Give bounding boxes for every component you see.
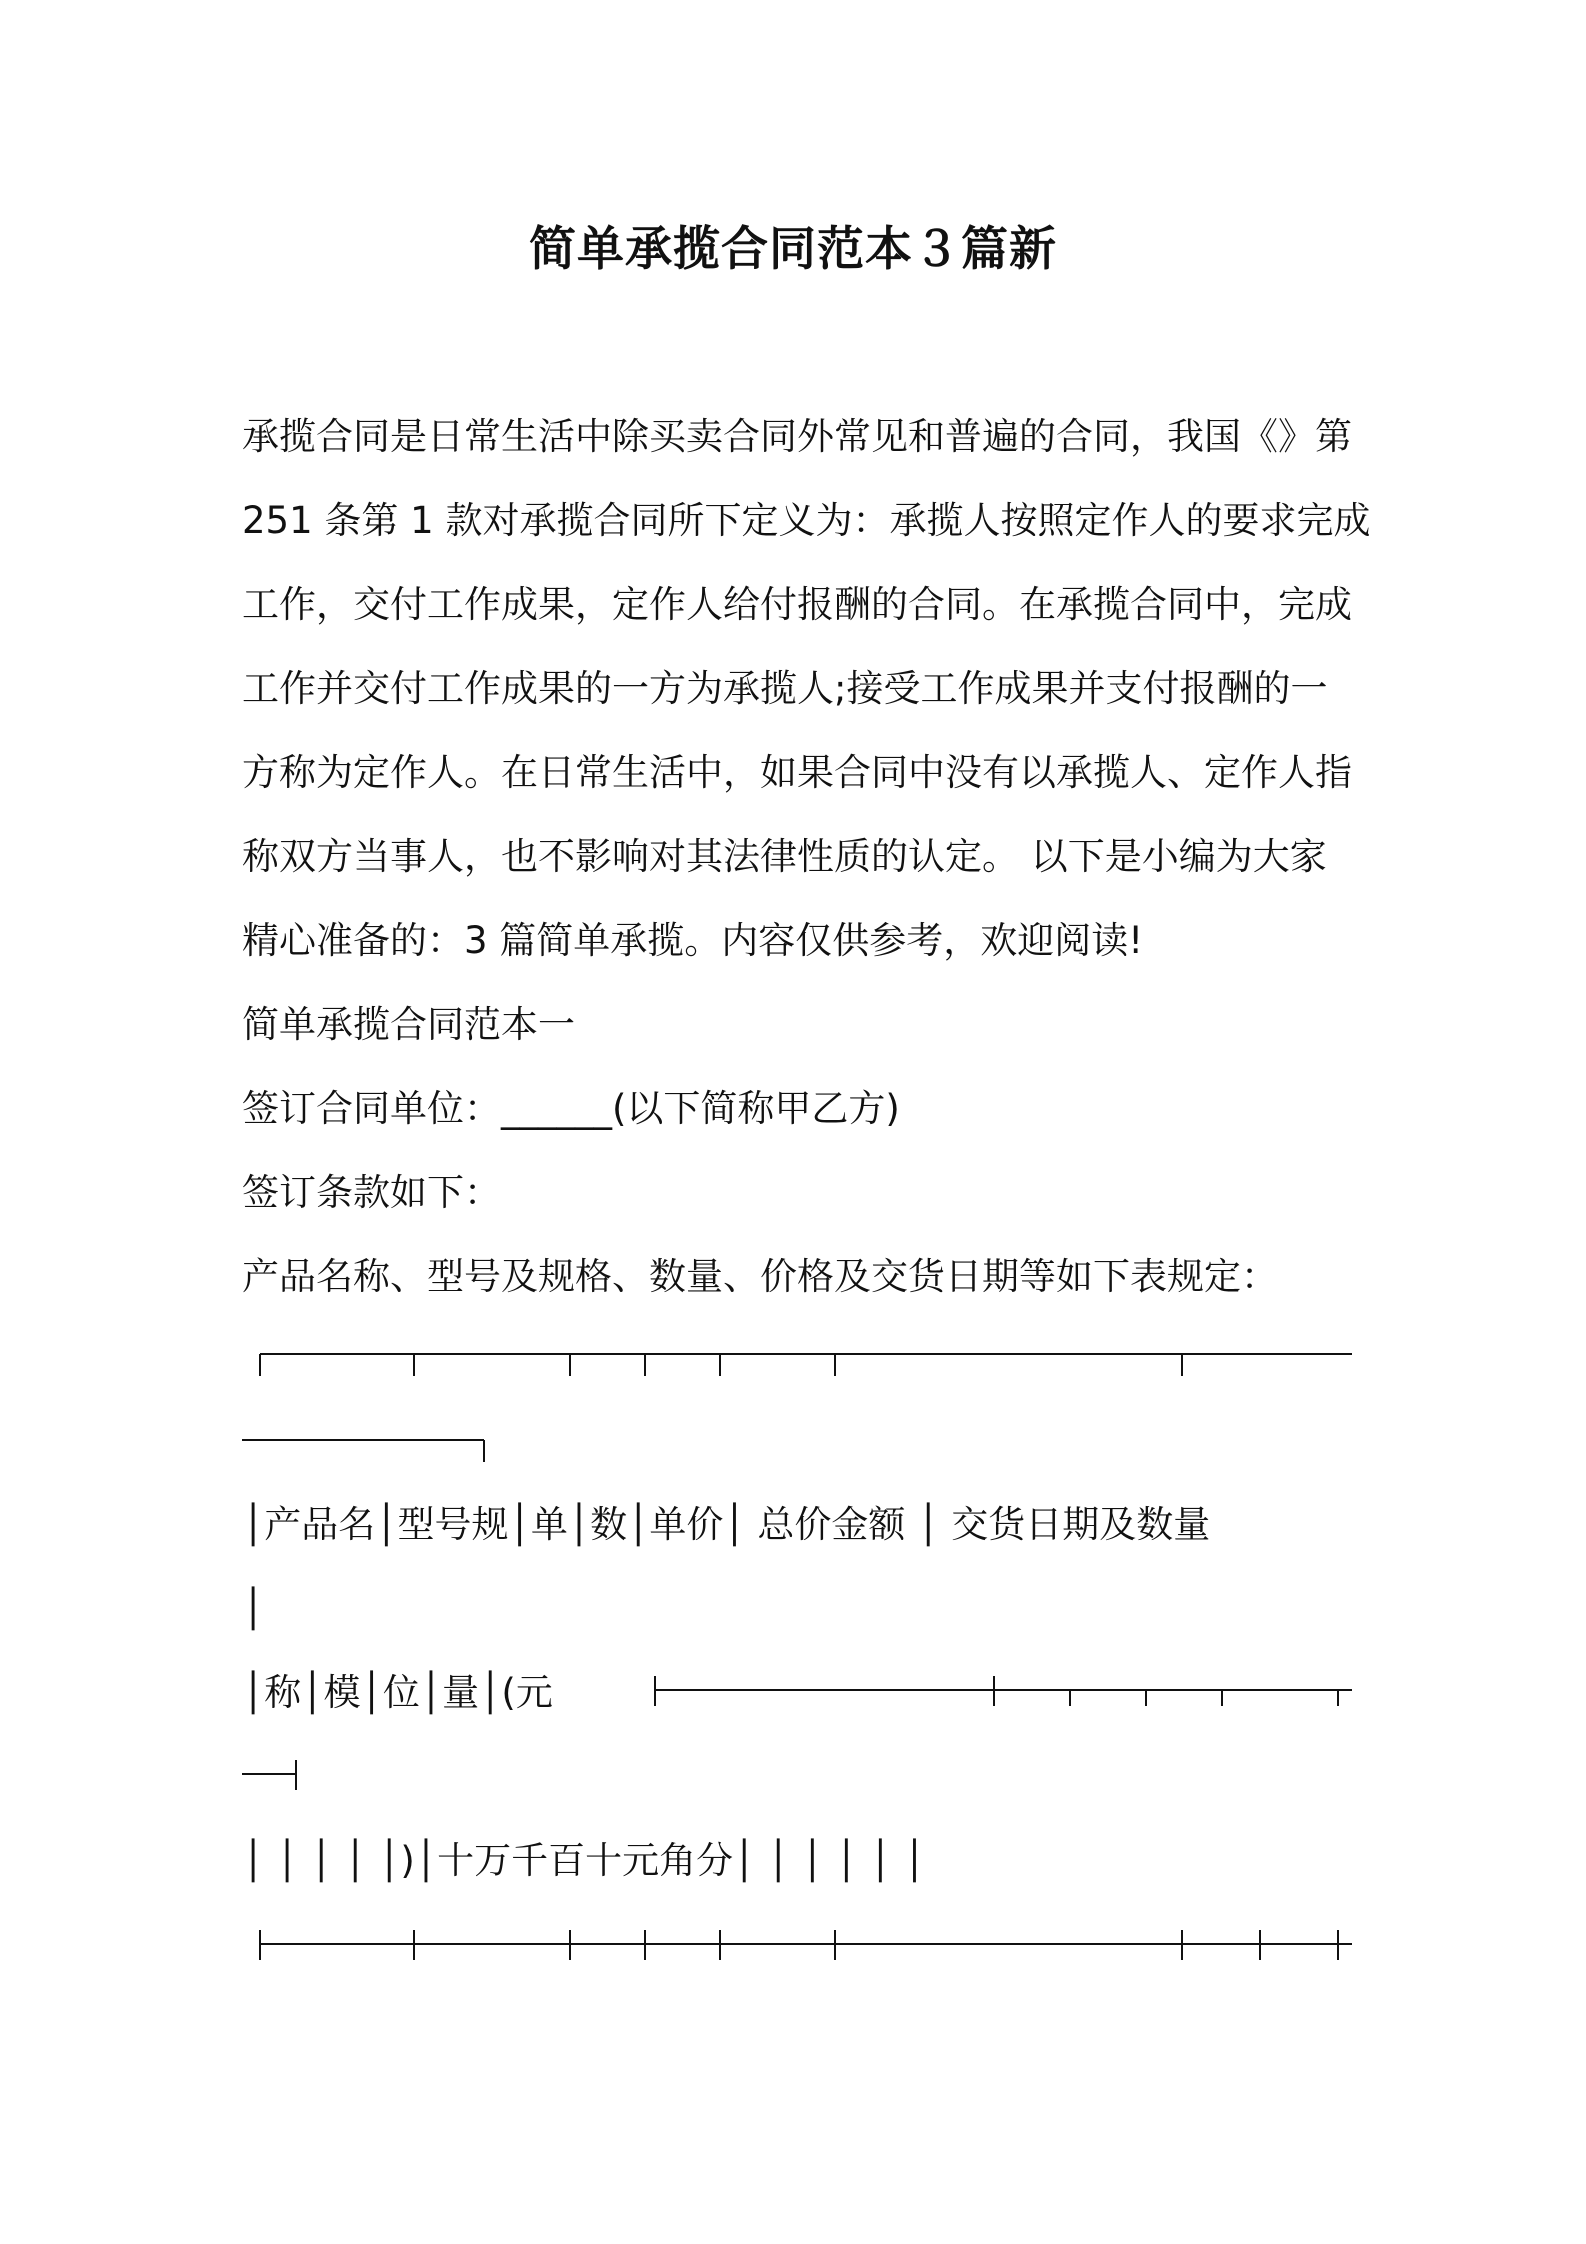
intro-line: 方称为定作人。在日常生活中，如果合同中没有以承揽人、定作人指 xyxy=(242,751,1352,794)
document-title: 简单承揽合同范本３篇新 xyxy=(529,222,1057,277)
intro-line: 工作并交付工作成果的一方为承揽人;接受工作成果并支付报酬的一 xyxy=(242,667,1328,710)
table-header-row3: │ │ │ │ │)│十万千百十元角分│ │ │ │ │ │ xyxy=(242,1839,926,1882)
table-header-row2: │称│模│位│量│(元 xyxy=(242,1671,553,1714)
intro-line: 工作，交付工作成果，定作人给付报酬的合同。在承揽合同中，完成 xyxy=(242,583,1352,626)
sign-unit-line: 签订合同单位：______(以下简称甲乙方) xyxy=(242,1087,900,1130)
table-header-row1-tail: │ xyxy=(242,1587,265,1630)
table-header-row1: │产品名│型号规│单│数│单价│ 总价金额 │ 交货日期及数量 xyxy=(242,1503,1211,1546)
intro-line: 251 条第 1 款对承揽合同所下定义为：承揽人按照定作人的要求完成 xyxy=(242,499,1371,542)
intro-line: 承揽合同是日常生活中除买卖合同外常见和普遍的合同，我国《》第 xyxy=(242,415,1352,458)
intro-line: 精心准备的：3 篇简单承揽。内容仅供参考，欢迎阅读! xyxy=(242,919,1144,962)
products-intro: 产品名称、型号及规格、数量、价格及交货日期等如下表规定： xyxy=(242,1255,1278,1298)
section-title: 简单承揽合同范本一 xyxy=(242,1003,575,1046)
intro-line: 称双方当事人，也不影响对其法律性质的认定。 以下是小编为大家 xyxy=(242,835,1327,878)
terms-intro: 签订条款如下： xyxy=(242,1171,501,1214)
